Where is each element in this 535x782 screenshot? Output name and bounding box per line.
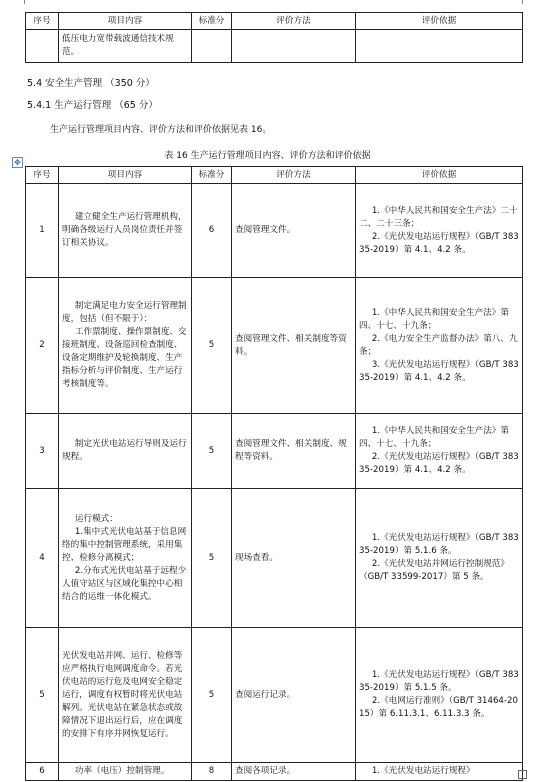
cell-basis — [356, 628, 523, 763]
basis-line: 1.《中华人民共和国安全生产法》第四、十七、十九条； — [359, 426, 509, 449]
cell-no: 6 — [26, 763, 59, 781]
intro-paragraph: 生产运行管理项目内容、评价方法和评价依据见表 16。 — [50, 125, 272, 135]
subsection-heading: 5.4.1 生产运行管理 （65 分） — [27, 100, 158, 111]
content-line: 制定光伏电站运行导则及运行规程。 — [62, 439, 187, 462]
section-heading: 5.4 安全生产管理 （350 分） — [27, 78, 155, 89]
basis-line: 2.《电力安全生产监督办法》第八、九条； — [359, 333, 518, 357]
cell-std: 5 — [192, 278, 232, 414]
cell-basis — [356, 30, 523, 63]
header-std: 标准分 — [192, 167, 232, 184]
basis-line: 1.《中华人民共和国安全生产法》第四、十七、十九条； — [359, 307, 509, 331]
content-line: 2.分布式光伏电站基于远程少人值守站区与区域化集控中心相结合的运维一体化模式。 — [62, 565, 187, 602]
basis-line: 3.《光伏发电站运行规程》（GB/T 38335-2019）第 4.1、4.2 条。 — [359, 359, 519, 383]
header-no: 序号 — [26, 167, 59, 184]
header-method: 评价方法 — [232, 167, 356, 184]
cell-content — [59, 628, 192, 763]
content-line: 制定满足电力安全运行管理制度，包括（但不限于）： — [62, 301, 187, 324]
header-no: 序号 — [26, 13, 59, 30]
header-method: 评价方法 — [232, 13, 356, 30]
header-content: 项目内容 — [59, 13, 192, 30]
cell-content — [59, 278, 192, 414]
cell-no: 2 — [26, 278, 59, 414]
header-basis: 评价依据 — [356, 167, 523, 184]
basis-line: 1.《光伏发电站运行规程》 — [371, 766, 475, 776]
basis-line: 1.《中华人民共和国安全生产法》二十二、二十三条； — [359, 205, 518, 229]
content-line: 1.集中式光伏电站基于信息网络的集中控制管理系统，采用集控、检修分离模式； — [62, 526, 187, 563]
cell-content — [59, 184, 192, 278]
cell-std: 5 — [192, 414, 232, 489]
cell-basis — [356, 489, 523, 628]
cell-no: 5 — [26, 628, 59, 763]
top-table — [25, 12, 523, 63]
table-row — [26, 489, 523, 628]
cell-method: 查阅管理文件、相关制度等资料。 — [232, 278, 356, 414]
content-line: 工作票制度、操作票制度、交接班制度、设备巡回检查制度、设备定期维护及轮换制度、生产指标分析与评价制度、生产运行考核制度等。 — [62, 327, 187, 389]
cell-method — [232, 30, 356, 63]
cell-std: 5 — [192, 489, 232, 628]
cell-std: 8 — [192, 763, 232, 781]
cell-basis — [356, 278, 523, 414]
table-row — [26, 763, 523, 781]
top-table-header — [26, 13, 523, 30]
cell-basis — [356, 763, 523, 781]
basis-line: 2.《光伏发电站运行规程》（GB/T 38335-2019）第 4.1、4.2 条。 — [359, 231, 519, 255]
table-row — [26, 278, 523, 414]
cell-std: 6 — [192, 184, 232, 278]
header-std: 标准分 — [192, 13, 232, 30]
content-line: 建立健全生产运行管理机构，明确各级运行人员岗位责任并签订相关协议。 — [62, 212, 187, 248]
basis-line: 1.《光伏发电站运行规程》（GB/T 38335-2019）第 5.1.6 条。 — [359, 533, 519, 556]
cell-std — [192, 30, 232, 63]
cell-method: 现场查看。 — [232, 489, 356, 628]
cell-method: 查阅各项记录。 — [232, 763, 356, 781]
content-line: 运行模式： — [74, 513, 118, 524]
table-row — [26, 30, 523, 63]
header-content: 项目内容 — [59, 167, 192, 184]
table-row — [26, 414, 523, 489]
content-line: 功率（电压）控制管理。 — [74, 766, 170, 776]
cell-basis — [356, 184, 523, 278]
page-end-marker — [518, 770, 527, 779]
cell-basis — [356, 414, 523, 489]
cell-no: 4 — [26, 489, 59, 628]
ruler-tick — [24, 0, 25, 4]
cell-no: 1 — [26, 184, 59, 278]
cell-method: 查阅管理文件。 — [232, 184, 356, 278]
table-caption: 表 16 生产运行管理项目内容、评价方法和评价依据 — [164, 151, 371, 161]
content-line: 光伏发电站并网、运行、检修等应严格执行电网调度命令。若光伏电站的运行危及电网安全稳定运行，调度有权暂时将光伏电站解列。光伏电站在紧急状态或故障情况下退出运行后，应在调度的安排下有序并网恢复运行。 — [62, 650, 183, 739]
ruler-tick — [522, 0, 523, 4]
content-line: 低压电力宽带载波通信技术规范。 — [62, 34, 174, 57]
header-basis: 评价依据 — [356, 13, 523, 30]
cell-content — [59, 414, 192, 489]
cell-method: 查阅管理文件、相关制度、规程等资料。 — [232, 414, 356, 489]
basis-line: 1.《光伏发电站运行规程》（GB/T 38335-2019）第 5.1.5 条。 — [359, 670, 519, 693]
cell-no — [26, 30, 59, 63]
table-row — [26, 628, 523, 763]
table-move-handle-icon[interactable]: ✥ — [12, 157, 23, 168]
basis-line: 2.《光伏发电站并网运行控制规范》（GB/T 33599-2017）第 5 条。 — [359, 559, 509, 582]
table-row — [26, 184, 523, 278]
table-16 — [25, 166, 523, 781]
basis-line: 2.《电网运行准则》（GB/T 31464-2015）第 6.11.3.1、6.11.3.3 条。 — [359, 696, 518, 719]
cell-content — [59, 763, 192, 781]
cell-no: 3 — [26, 414, 59, 489]
table-header — [26, 167, 523, 184]
basis-line: 2.《光伏发电站运行规程》（GB/T 38335-2019）第 4.1、4.2 条。 — [359, 452, 519, 475]
cell-content — [59, 30, 192, 63]
cell-std: 5 — [192, 628, 232, 763]
cell-method: 查阅运行记录。 — [232, 628, 356, 763]
cell-content — [59, 489, 192, 628]
